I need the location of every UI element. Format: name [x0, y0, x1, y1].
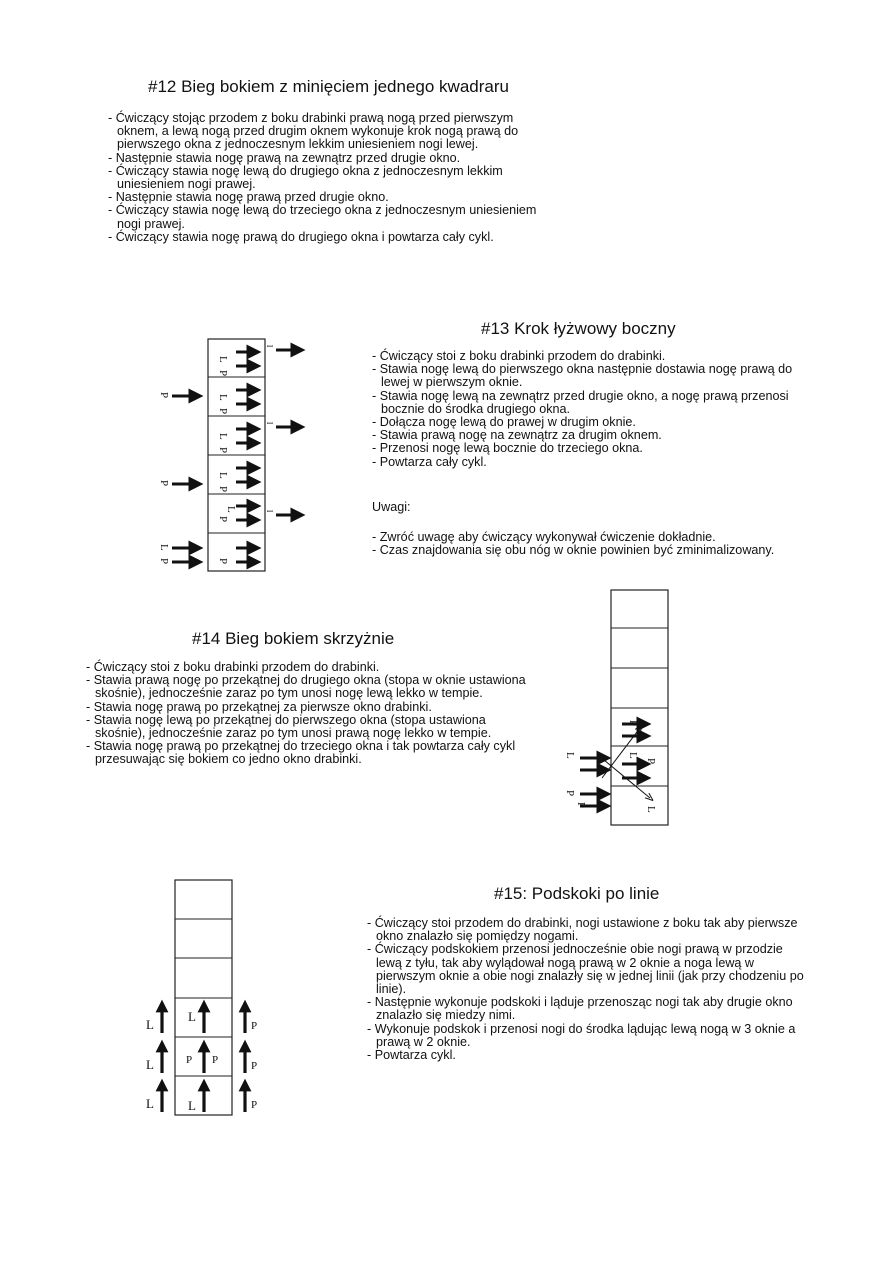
list-item: - Ćwiczący stawia nogę prawą do drugiego okna i powtarza cały cykl. [108, 231, 548, 244]
diagram-label: P [217, 370, 229, 377]
diagram-label: L [158, 544, 170, 551]
diagram-label: P [564, 790, 576, 797]
section-14-steps [86, 661, 526, 767]
section-14-title: #14 Bieg bokiem skrzyżnie [192, 629, 395, 648]
section-15-steps [367, 917, 807, 1062]
list-item: - Ćwiczący stojąc przodem z boku drabinki prawą nogą przed pierwszym oknem, a lewą nogą przed drugim oknem wykonuje krok nogą prawą do pierwszego okna z jednoczesnym lekkim uniesieniem nogi lewej. [108, 112, 548, 152]
list-item: - Stawia nogę prawą po przekątnej za pierwsze okno drabinki. [86, 701, 526, 714]
list-item: - Czas znajdowania się obu nóg w oknie powinien być zminimalizowany. [372, 544, 812, 557]
list-item: - Przenosi nogę lewą bocznie do trzeciego okna. [372, 442, 808, 455]
diagram-label: l [265, 510, 274, 513]
diagram-label: P [217, 558, 229, 565]
diagram-label: L [146, 1057, 154, 1072]
list-item: - Ćwiczący stoi przodem do drabinki, nogi ustawione z boku tak aby pierwsze okno znalazło się pomiędzy nogami. [367, 917, 807, 943]
diagram-label: P [158, 558, 170, 565]
list-item: - Ćwiczący stoi z boku drabinki przodem do drabinki. [372, 350, 808, 363]
diagram-label: L [217, 472, 229, 479]
diagram-label: l [265, 422, 274, 425]
diagram-label: L [217, 433, 229, 440]
diagram-label: P [627, 720, 639, 727]
list-item: - Wykonuje podskok i przenosi nogi do środka lądując lewą nogą w 3 oknie a prawą w 2 oknie. [367, 1023, 807, 1049]
list-item: - Następnie wykonuje podskoki i ląduje przenosząc nogi tak aby drugie okno znalazło się miedzy nimi. [367, 996, 807, 1022]
list-item: - Ćwiczący stoi z boku drabinki przodem do drabinki. [86, 661, 526, 674]
diagram-label: P [186, 1054, 193, 1066]
list-item: - Ćwiczący stawia nogę lewą do drugiego okna z jednoczesnym lekkim uniesieniem nogi prawej. [108, 165, 548, 191]
diagram-label: l [265, 345, 274, 348]
list-item: - Zwróć uwagę aby ćwiczący wykonywał ćwiczenie dokładnie. [372, 531, 812, 544]
diagram-label: L [188, 1098, 196, 1113]
diagram-label: P [575, 802, 587, 809]
diagram-label: P [217, 408, 229, 415]
list-item: - Ćwiczący podskokiem przenosi jednocześnie obie nogi prawą w przodzie lewą z tyłu, tak aby wylądował nogą prawą w 2 oknie a noga lewą w pierwszym oknie a obie nogi znalazły się w jednej linii (jak przy chodzeniu po linie). [367, 943, 807, 996]
diagram-label: L [645, 806, 657, 813]
list-item: - Powtarza cały cykl. [372, 456, 808, 469]
diagram-label: P [158, 480, 170, 487]
list-item: - Stawia nogę lewą do pierwszego okna następnie dostawia nogę prawą do lewej w pierwszym oknie. [372, 363, 808, 389]
diagram-label: L [225, 506, 237, 513]
section-15-diagram [138, 878, 288, 1118]
list-item: - Stawia prawą nogę po przekątnej do drugiego okna (stopa w oknie ustawiona skośnie), jednocześnie zaraz po tym unosi nogę lewą lekko w tempie. [86, 674, 526, 700]
diagram-label: P [251, 1099, 258, 1111]
list-item: - Stawia nogę lewą po przekątnej do pierwszego okna (stopa ustawiona skośnie), jednocześnie zaraz po tym unosi prawą nogę lekko w tempie. [86, 714, 526, 740]
section-15-title: #15: Podskoki po linie [494, 884, 660, 903]
list-item: - Następnie stawia nogę prawą przed drugie okno. [108, 191, 548, 204]
section-13-diagram [150, 338, 320, 578]
list-item: - Powtarza cykl. [367, 1049, 807, 1062]
list-item: - Stawia nogę lewą na zewnątrz przed drugie okno, a nogę prawą przenosi bocznie do środka drugiego okna. [372, 390, 808, 416]
section-13-steps [372, 350, 808, 469]
list-item: - Stawia prawą nogę na zewnątrz za drugim oknem. [372, 429, 808, 442]
list-item: - Następnie stawia nogę prawą na zewnątrz przed drugie okno. [108, 152, 548, 165]
diagram-label: L [627, 752, 639, 759]
section-13-notes [372, 531, 812, 557]
diagram-label: L [564, 752, 576, 759]
diagram-label: P [251, 1060, 258, 1072]
diagram-label: P [251, 1020, 258, 1032]
diagram-label: L [217, 394, 229, 401]
diagram-label: P [645, 758, 657, 765]
diagram-label: P [217, 447, 229, 454]
section-12-steps [108, 112, 548, 244]
diagram-label: P [158, 392, 170, 399]
diagram-label: L [146, 1096, 154, 1111]
list-item: - Stawia nogę prawą po przekątnej do trzeciego okna i tak powtarza cały cykl przesuwając się bokiem co jedno okno drabinki. [86, 740, 526, 766]
list-item: - Dołącza nogę lewą do prawej w drugim oknie. [372, 416, 808, 429]
diagram-label: P [217, 516, 229, 523]
diagram-label: L [146, 1017, 154, 1032]
section-13-title: #13 Krok łyżwowy boczny [481, 319, 676, 338]
diagram-label: L [217, 356, 229, 363]
diagram-label: P [212, 1054, 219, 1066]
diagram-label: L [188, 1009, 196, 1024]
section-14-diagram [560, 588, 680, 828]
diagram-label: P [217, 486, 229, 493]
section-13-notes-label: Uwagi: [372, 500, 411, 514]
list-item: - Ćwiczący stawia nogę lewą do trzeciego okna z jednoczesnym uniesieniem nogi prawej. [108, 204, 548, 230]
section-12-title: #12 Bieg bokiem z minięciem jednego kwadraru [148, 77, 509, 96]
